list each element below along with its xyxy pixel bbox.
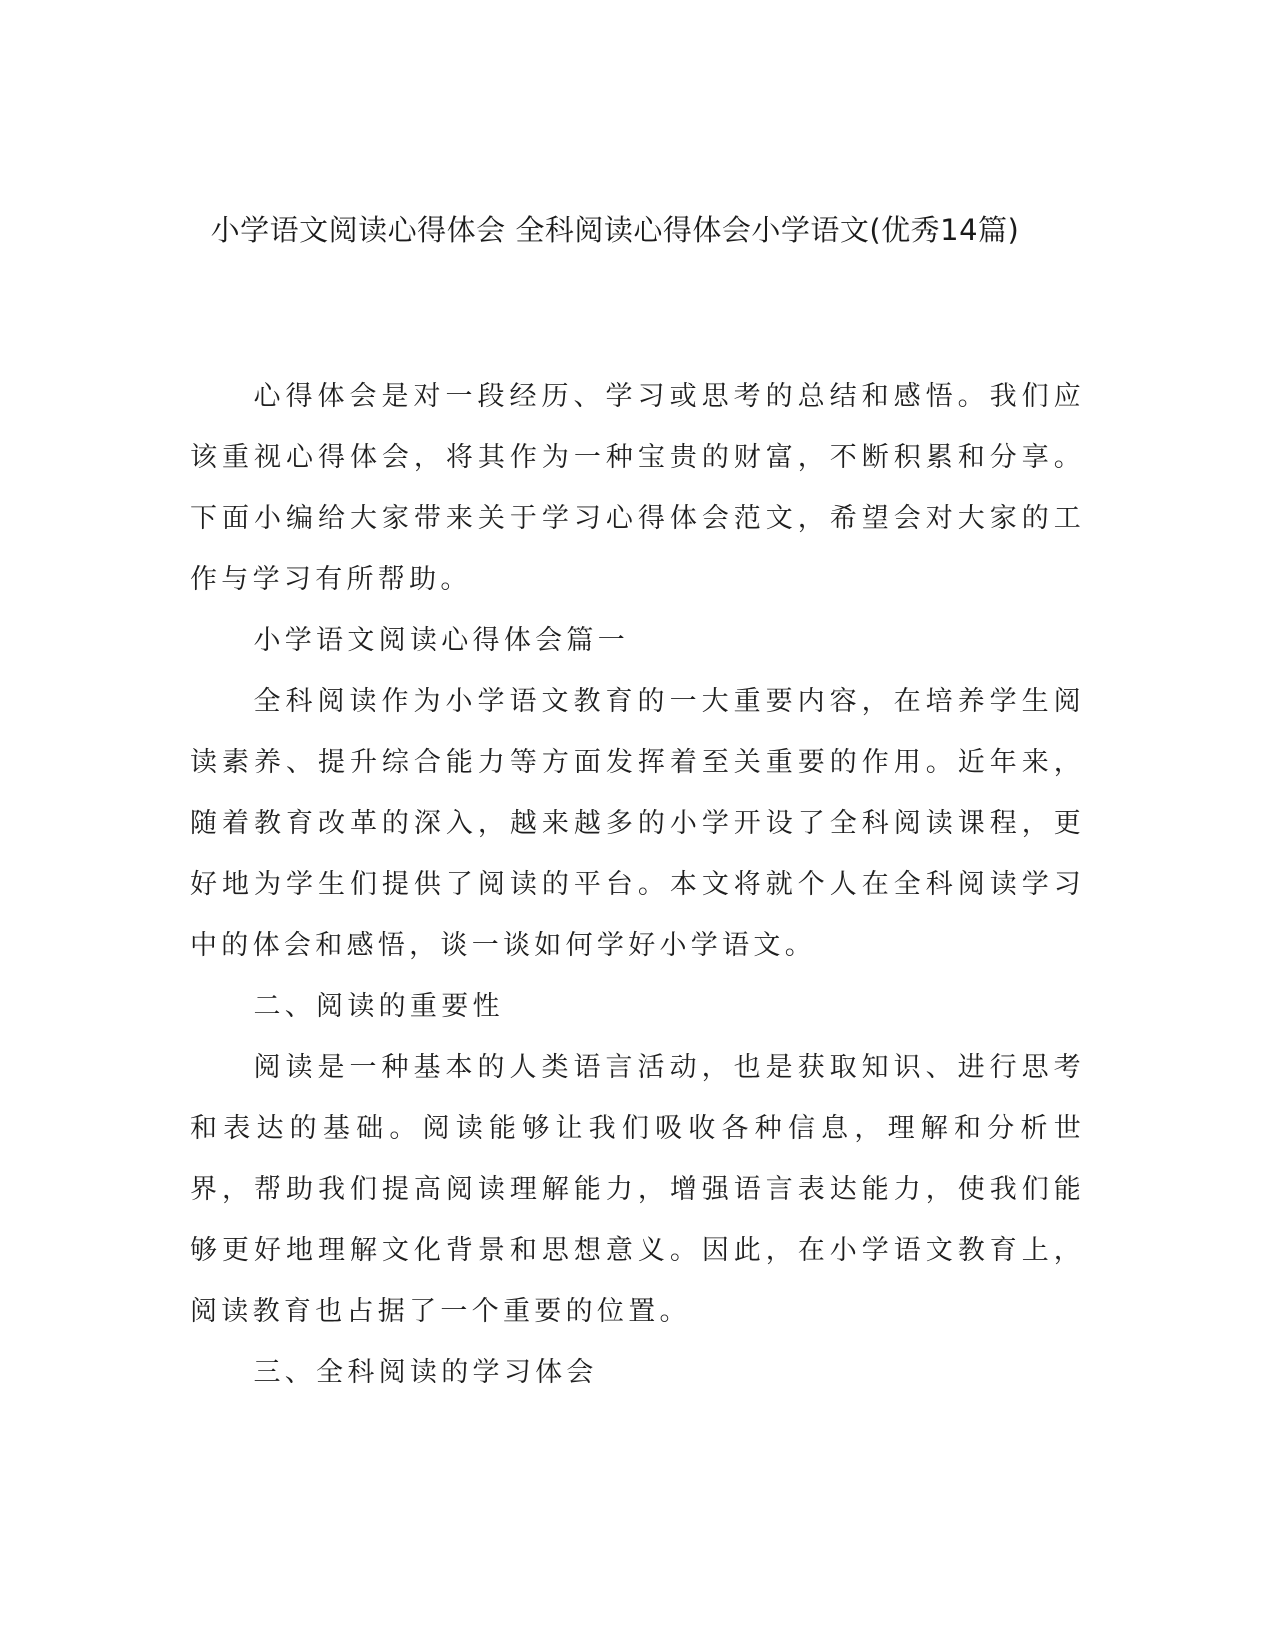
paragraph-importance: 阅读是一种基本的人类语言活动，也是获取知识、进行思考和表达的基础。阅读能够让我们吸收各种信息，理解和分析世界，帮助我们提高阅读理解能力，增强语言表达能力，使我们能够更好地理解文化背景和思想意义。因此，在小学语文教育上，阅读教育也占据了一个重要的位置。 — [190, 1052, 1085, 1327]
section-heading-part-one: 小学语文阅读心得体会篇一 — [253, 625, 630, 656]
section-heading-experience: 三、全科阅读的学习体会 — [253, 1357, 598, 1388]
paragraph-overview: 全科阅读作为小学语文教育的一大重要内容，在培养学生阅读素养、提升综合能力等方面发挥着至关重要的作用。近年来，随着教育改革的深入，越来越多的小学开设了全科阅读课程，更好地为学生们提供了阅读的平台。本文将就个人在全科阅读学习中的体会和感悟，谈一谈如何学好小学语文。 — [190, 686, 1085, 961]
document-title: 小学语文阅读心得体会 全科阅读心得体会小学语文(优秀14篇) — [210, 213, 1020, 247]
section-heading-importance: 二、阅读的重要性 — [253, 991, 504, 1022]
paragraph-intro: 心得体会是对一段经历、学习或思考的总结和感悟。我们应该重视心得体会，将其作为一种宝贵的财富，不断积累和分享。下面小编给大家带来关于学习心得体会范文，希望会对大家的工作与学习有所帮助。 — [190, 381, 1085, 595]
document-body — [190, 366, 1085, 1403]
